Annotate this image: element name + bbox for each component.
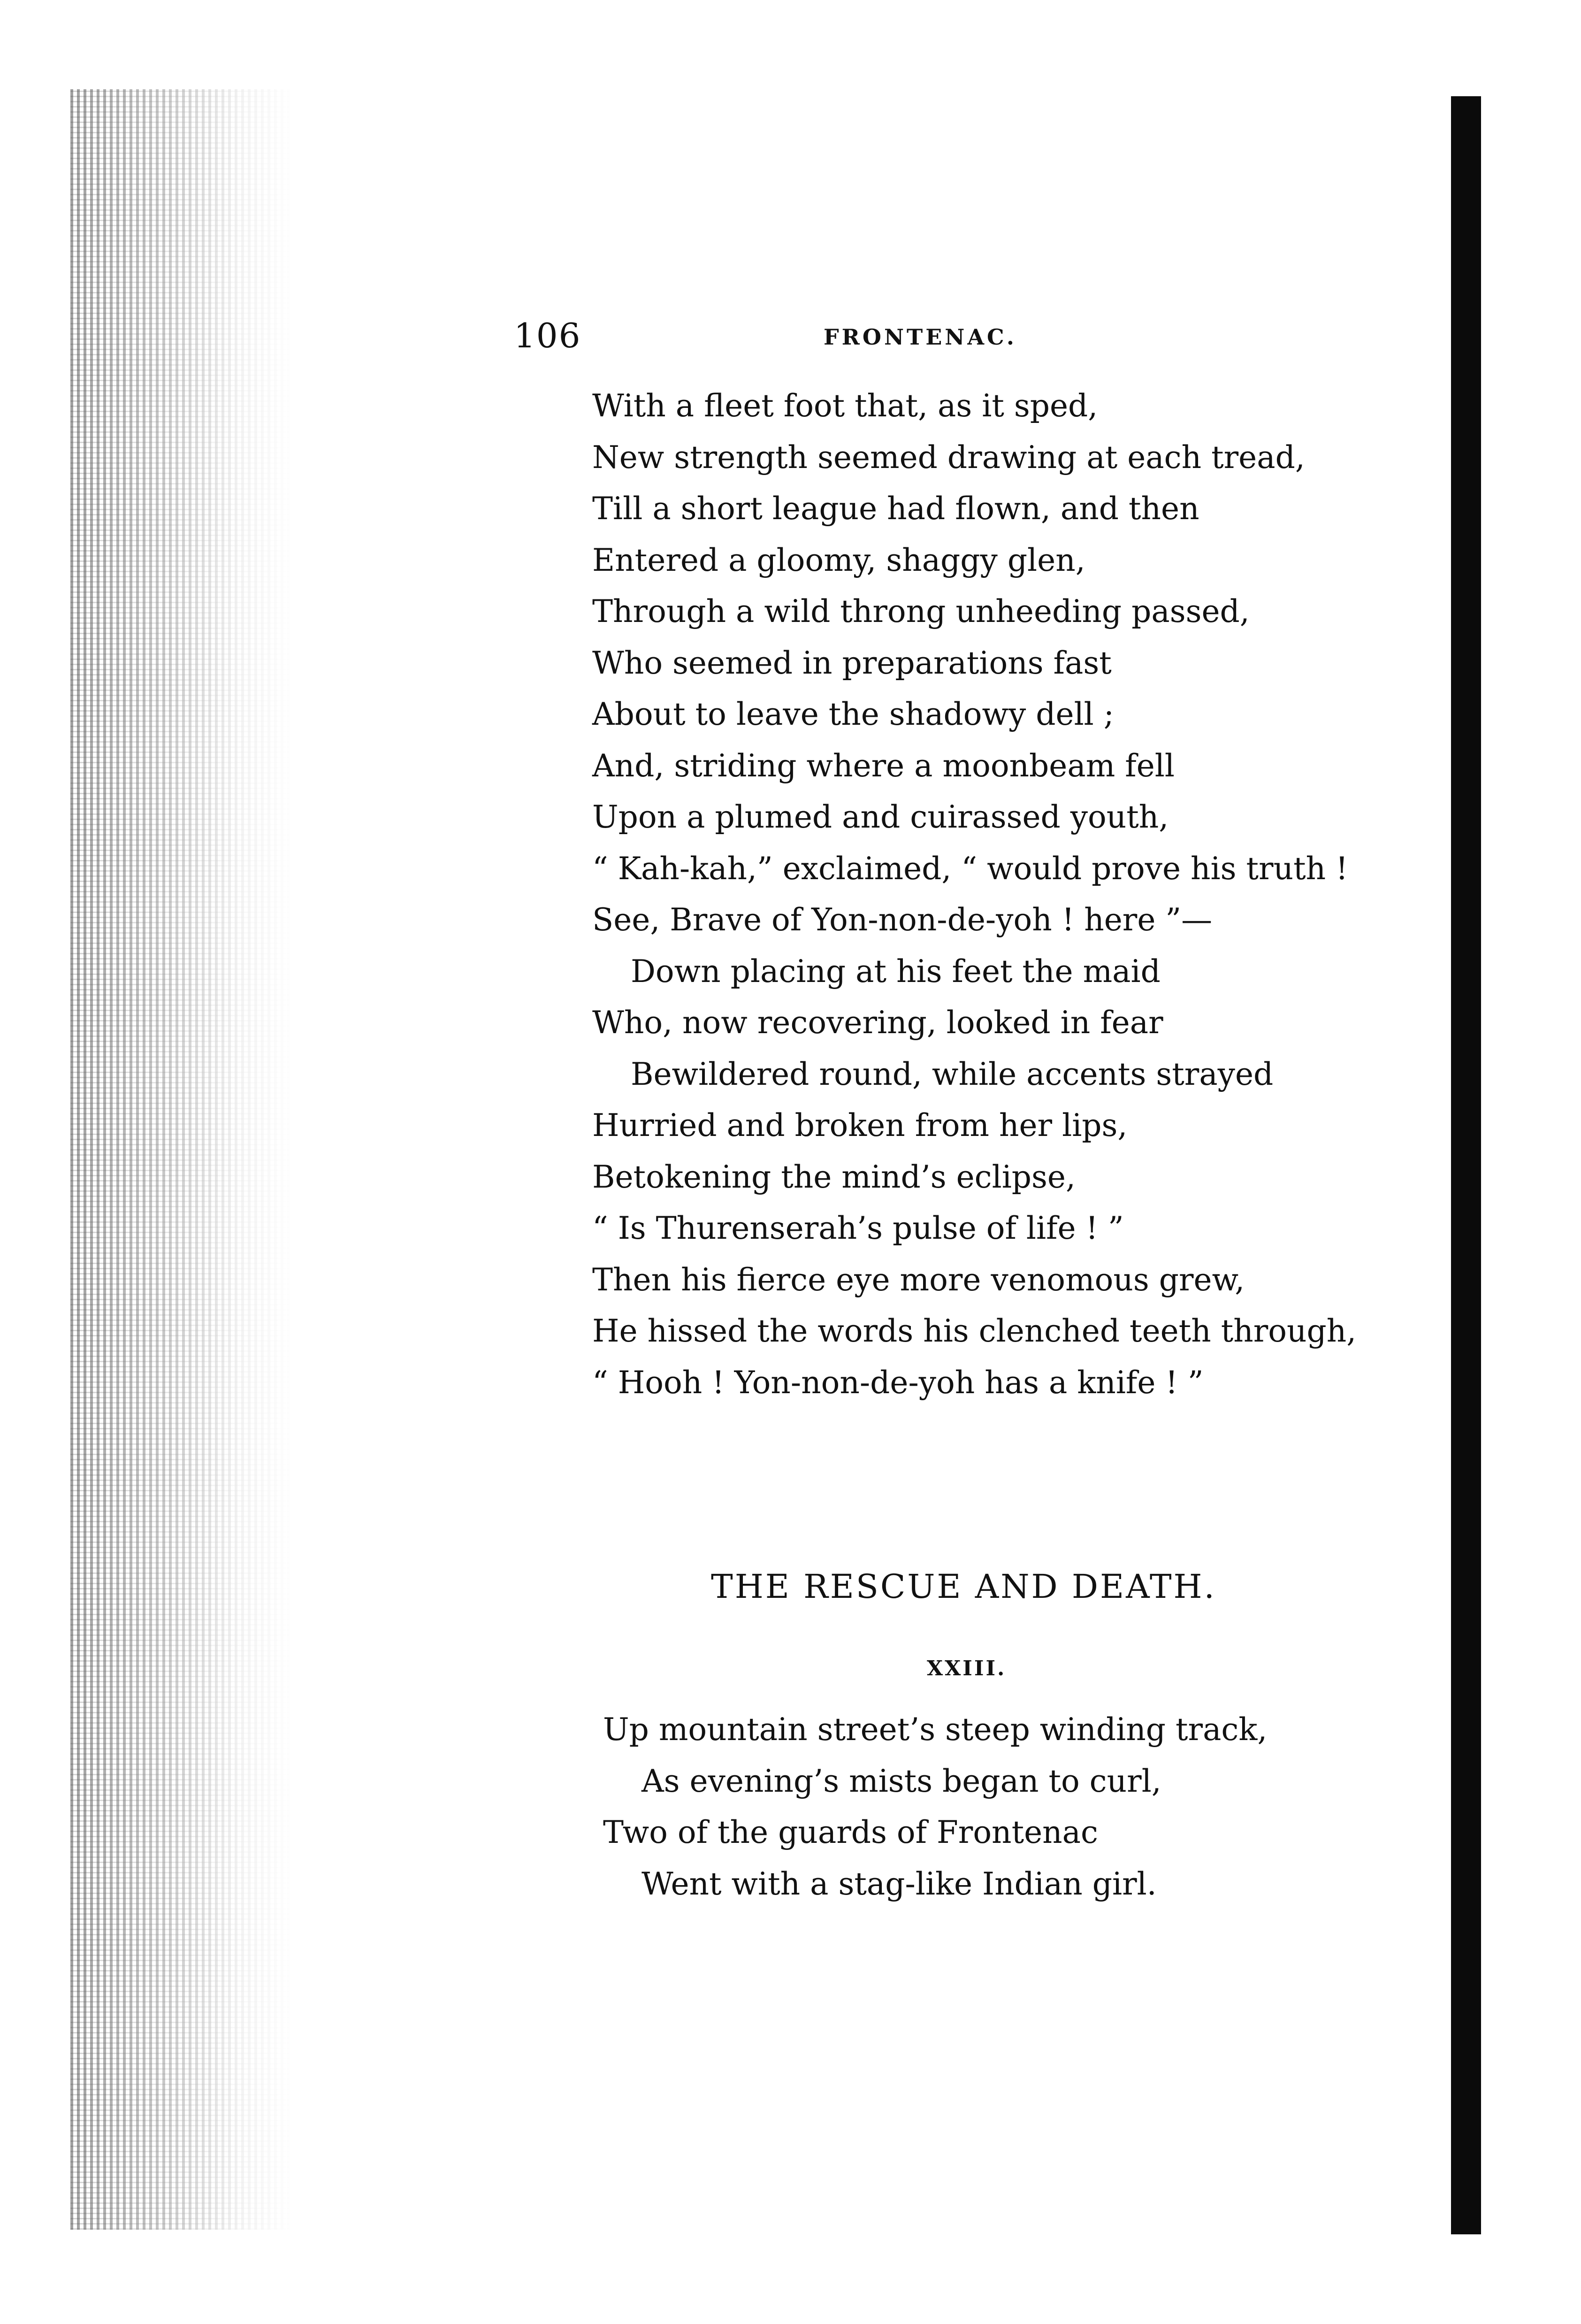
verse-line: New strength seemed drawing at each tread, <box>592 439 1305 476</box>
running-head <box>514 314 1124 357</box>
verse-line: Who, now recovering, looked in fear <box>592 1005 1163 1041</box>
verse-line: Through a wild throng unheeding passed, <box>592 593 1250 629</box>
verse-line: Till a short league had flown, and then <box>592 491 1199 527</box>
verse-line: Then his fierce eye more venomous grew, <box>592 1261 1245 1298</box>
scan-edge-bar <box>1451 96 1481 2234</box>
verse-line: Down placing at his feet the maid <box>631 953 1161 989</box>
verse-line: Went with a stag-like Indian girl. <box>642 1865 1157 1902</box>
verse-line: Two of the guards of Frontenac <box>603 1814 1098 1850</box>
verse-line: “ Kah-kah,” exclaimed, “ would prove his truth ! <box>592 850 1348 887</box>
section-numeral: XXIII. <box>927 1657 1007 1680</box>
verse-line: Entered a gloomy, shaggy glen, <box>592 542 1085 578</box>
verse-line: See, Brave of Yon-non-de-yoh ! here ”— <box>592 902 1213 938</box>
verse-line: He hissed the words his clenched teeth through, <box>592 1313 1357 1349</box>
verse-stanza-1 <box>592 380 1356 1408</box>
verse-line: “ Hooh ! Yon-non-de-yoh has a knife ! ” <box>592 1364 1204 1401</box>
verse-line: “ Is Thurenserah’s pulse of life ! ” <box>592 1210 1124 1246</box>
page-number: 106 <box>514 316 581 355</box>
running-title: FRONTENAC. <box>824 324 1017 350</box>
verse-line: Who seemed in preparations fast <box>592 644 1112 681</box>
verse-line: Up mountain street’s steep winding track, <box>603 1711 1268 1748</box>
verse-line: Upon a plumed and cuirassed youth, <box>592 799 1169 835</box>
verse-line: With a fleet foot that, as it sped, <box>592 388 1098 424</box>
verse-line: Hurried and broken from her lips, <box>592 1107 1128 1143</box>
verse-line: About to leave the shadowy dell ; <box>592 696 1115 732</box>
verse-stanza-2 <box>603 1704 1267 1910</box>
verse-line: And, striding where a moonbeam fell <box>592 747 1175 784</box>
verse-line: Bewildered round, while accents strayed <box>631 1056 1274 1092</box>
verse-line: As evening’s mists began to curl, <box>642 1763 1161 1799</box>
scan-gutter-shadow <box>70 89 296 2230</box>
section-heading: THE RESCUE AND DEATH. <box>711 1567 1216 1606</box>
verse-line: Betokening the mind’s eclipse, <box>592 1158 1076 1195</box>
